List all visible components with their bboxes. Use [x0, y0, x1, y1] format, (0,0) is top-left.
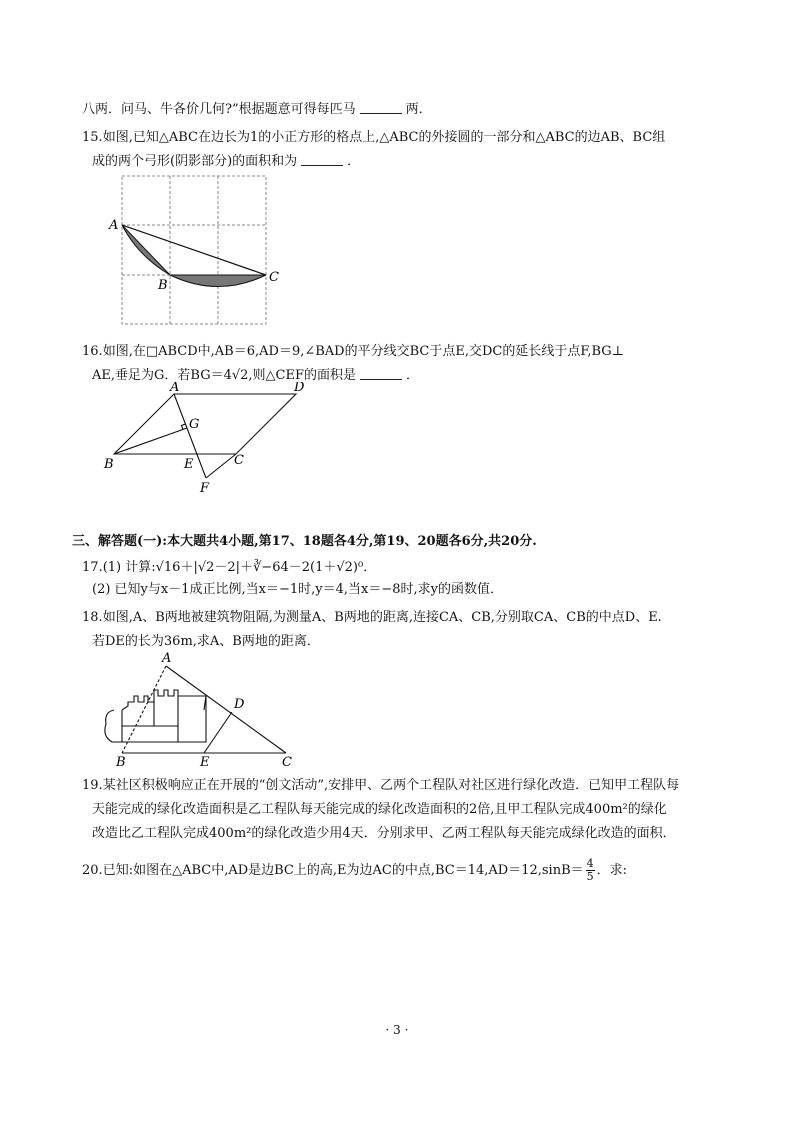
parallelogram-abcd — [114, 394, 296, 454]
q15-end: ． — [347, 154, 361, 169]
q15-number: 15. — [82, 130, 103, 145]
section-3-title: 三、解答题(一):本大题共4小题,第17、18题各4分,第19、20题各6分,共20分. — [72, 534, 537, 549]
label-e: E — [184, 457, 194, 472]
q17-part2: (2) 已知y与x－1成正比例,当x＝−1时,y＝4,当x＝−8时,求y的函数值． — [92, 582, 503, 597]
q15-line1 — [82, 128, 665, 148]
segment-de — [204, 712, 232, 753]
q19-text1: 某社区积极响应正在开展的“创文活动”,安排甲、乙两个工程队对社区进行绿化改造．已知甲工程队每 — [102, 778, 680, 793]
label-d: D — [294, 382, 305, 395]
q16-number: 16. — [82, 344, 103, 359]
label-a: A — [162, 651, 172, 666]
label-c: C — [282, 755, 292, 768]
label-e: E — [200, 755, 210, 768]
label-c: C — [234, 453, 244, 468]
label-a: A — [170, 382, 180, 395]
q17-number: 17. — [82, 560, 103, 575]
q20-line — [82, 858, 627, 883]
q16-text2: AE,垂足为G．若BG＝4√2,则△CEF的面积是 — [92, 368, 356, 383]
q15-text2: 成的两个弓形(阴影部分)的面积和为 — [92, 154, 298, 169]
segment-ab-shaded — [122, 225, 170, 275]
q18-figure — [96, 650, 306, 768]
q19-line3: 改造比乙工程队完成400m²的绿化改造少用4天．分别求甲、乙两工程队每天能完成绿化改造的面积． — [92, 826, 676, 841]
q14-tail-text: 八两．问马、牛各价几何?”根据题意可得每匹马 — [82, 102, 356, 117]
fraction-denominator: 5 — [586, 870, 594, 883]
q19-line2: 天能完成的绿化改造面积是乙工程队每天能完成的绿化改造面积的2倍,且甲工程队完成400m²的绿化 — [92, 802, 667, 817]
q18-number: 18. — [82, 610, 103, 625]
label-f: F — [200, 481, 210, 496]
q17-line1 — [82, 558, 376, 578]
segment-cf — [206, 454, 236, 478]
page-number: · 3 · — [385, 1023, 409, 1037]
q16-figure — [100, 382, 330, 500]
segment-bc-shaded — [170, 275, 266, 287]
answer-blank[interactable] — [360, 367, 402, 380]
label-c: C — [269, 270, 279, 285]
building — [105, 690, 206, 742]
answer-blank[interactable] — [301, 153, 343, 166]
q16-end: ． — [406, 368, 420, 383]
segment-ab-dashed — [122, 666, 166, 753]
segment-bg — [114, 428, 187, 454]
q15-text1: 如图,已知△ABC在边长为1的小正方形的格点上,△ABC的外接圆的一部分和△ABC的边AB、BC组 — [102, 130, 666, 145]
q15-figure — [100, 168, 280, 330]
label-b: B — [158, 278, 168, 293]
label-d: D — [234, 697, 245, 712]
label-g: G — [189, 417, 200, 432]
q18-text1: 如图,A、B两地被建筑物阻隔,为测量A、B两地的距离,连接CA、CB,分别取CA、CB的中点D、E. — [102, 610, 662, 625]
q20-end: ．求: — [596, 863, 628, 878]
q20-text: 已知:如图在△ABC中,AD是边BC上的高,E为边AC的中点,BC＝14,AD＝12,sinB＝ — [102, 863, 584, 878]
q18-line2: 若DE的长为36m,求A、B两地的距离． — [92, 634, 320, 649]
q17-part1: (1) 计算:√16＋|√2－2|＋∛−64－2(1＋√2)⁰． — [102, 560, 377, 575]
fraction-numerator: 4 — [586, 857, 594, 870]
sinb-fraction — [586, 858, 595, 883]
q19-number: 19. — [82, 778, 103, 793]
label-a: A — [109, 218, 119, 233]
q14-tail-end: 两． — [405, 102, 432, 117]
label-b: B — [116, 755, 126, 768]
q16-line1 — [82, 342, 624, 362]
segment-ac — [166, 666, 286, 753]
q20-number: 20. — [82, 863, 103, 878]
q16-text1: 如图,在□ABCD中,AB＝6,AD＝9,∠BAD的平分线交BC于点E,交DC的延长线于点F,BG⊥ — [102, 344, 624, 359]
answer-blank[interactable] — [360, 101, 402, 114]
q14-tail-line — [82, 100, 432, 120]
label-b: B — [104, 457, 114, 472]
q18-line1 — [82, 608, 662, 628]
q19-line1 — [82, 776, 679, 796]
